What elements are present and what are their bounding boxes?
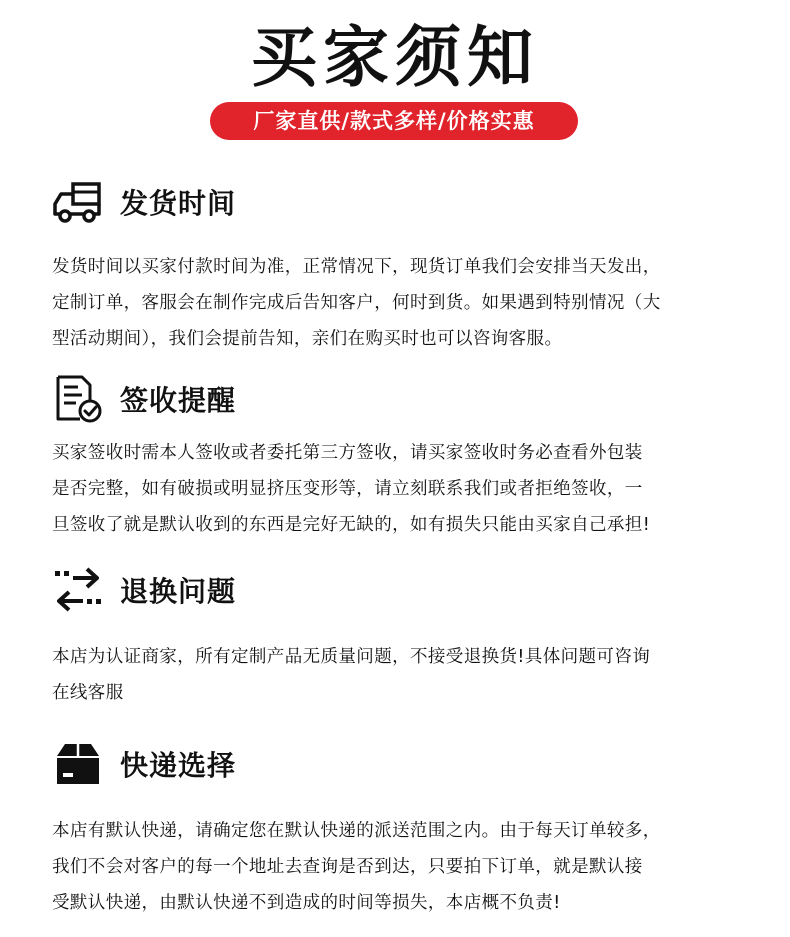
paragraph-line: 在线客服 <box>52 683 124 703</box>
paragraph-line: 型活动期间），我们会提前告知，亲们在购买时也可以咨询客服。 <box>52 329 563 349</box>
section-paragraph-receipt-reminder <box>52 435 742 543</box>
section-heading-returns <box>50 560 236 620</box>
exchange-arrows-icon <box>50 562 106 618</box>
tagline-banner: 厂家直供/款式多样/价格实惠 <box>210 102 578 140</box>
delivery-truck-icon <box>50 174 106 230</box>
page-title: 买家须知 <box>251 19 539 96</box>
paragraph-line: 本店有默认快递，请确定您在默认快递的派送范围之内。由于每天订单较多， <box>52 821 661 841</box>
section-paragraph-courier-choice <box>52 813 742 921</box>
section-heading-text: 发货时间 <box>120 187 237 220</box>
section-heading-text: 签收提醒 <box>120 384 237 417</box>
section-paragraph-returns <box>52 639 742 711</box>
section-paragraph-shipping-time <box>52 249 742 357</box>
paragraph-line: 旦签收了就是默认收到的东西是完好无缺的，如有损失只能由买家自己承担! <box>52 515 651 535</box>
paragraph-line: 受默认快递，由默认快递不到造成的时间等损失，本店概不负责! <box>52 893 561 913</box>
section-heading-receipt-reminder <box>50 369 236 429</box>
paragraph-line: 是否完整，如有破损或明显挤压变形等，请立刻联系我们或者拒绝签收，一 <box>52 479 643 499</box>
paragraph-line: 本店为认证商家，所有定制产品无质量问题，不接受退换货!具体问题可咨询 <box>52 647 651 667</box>
document-check-icon <box>50 371 106 427</box>
paragraph-line: 发货时间以买家付款时间为准，正常情况下，现货订单我们会安排当天发出， <box>52 257 661 277</box>
section-heading-text: 退换问题 <box>120 575 237 608</box>
paragraph-line: 定制订单，客服会在制作完成后告知客户，何时到货。如果遇到特别情况（大 <box>52 293 661 313</box>
section-heading-shipping-time <box>50 172 236 232</box>
package-box-icon <box>50 736 106 792</box>
section-heading-text: 快递选择 <box>120 749 237 782</box>
paragraph-line: 买家签收时需本人签收或者委托第三方签收，请买家签收时务必查看外包装 <box>52 443 643 463</box>
paragraph-line: 我们不会对客户的每一个地址去查询是否到达，只要拍下订单，就是默认接 <box>52 857 643 877</box>
section-heading-courier-choice <box>50 734 236 794</box>
